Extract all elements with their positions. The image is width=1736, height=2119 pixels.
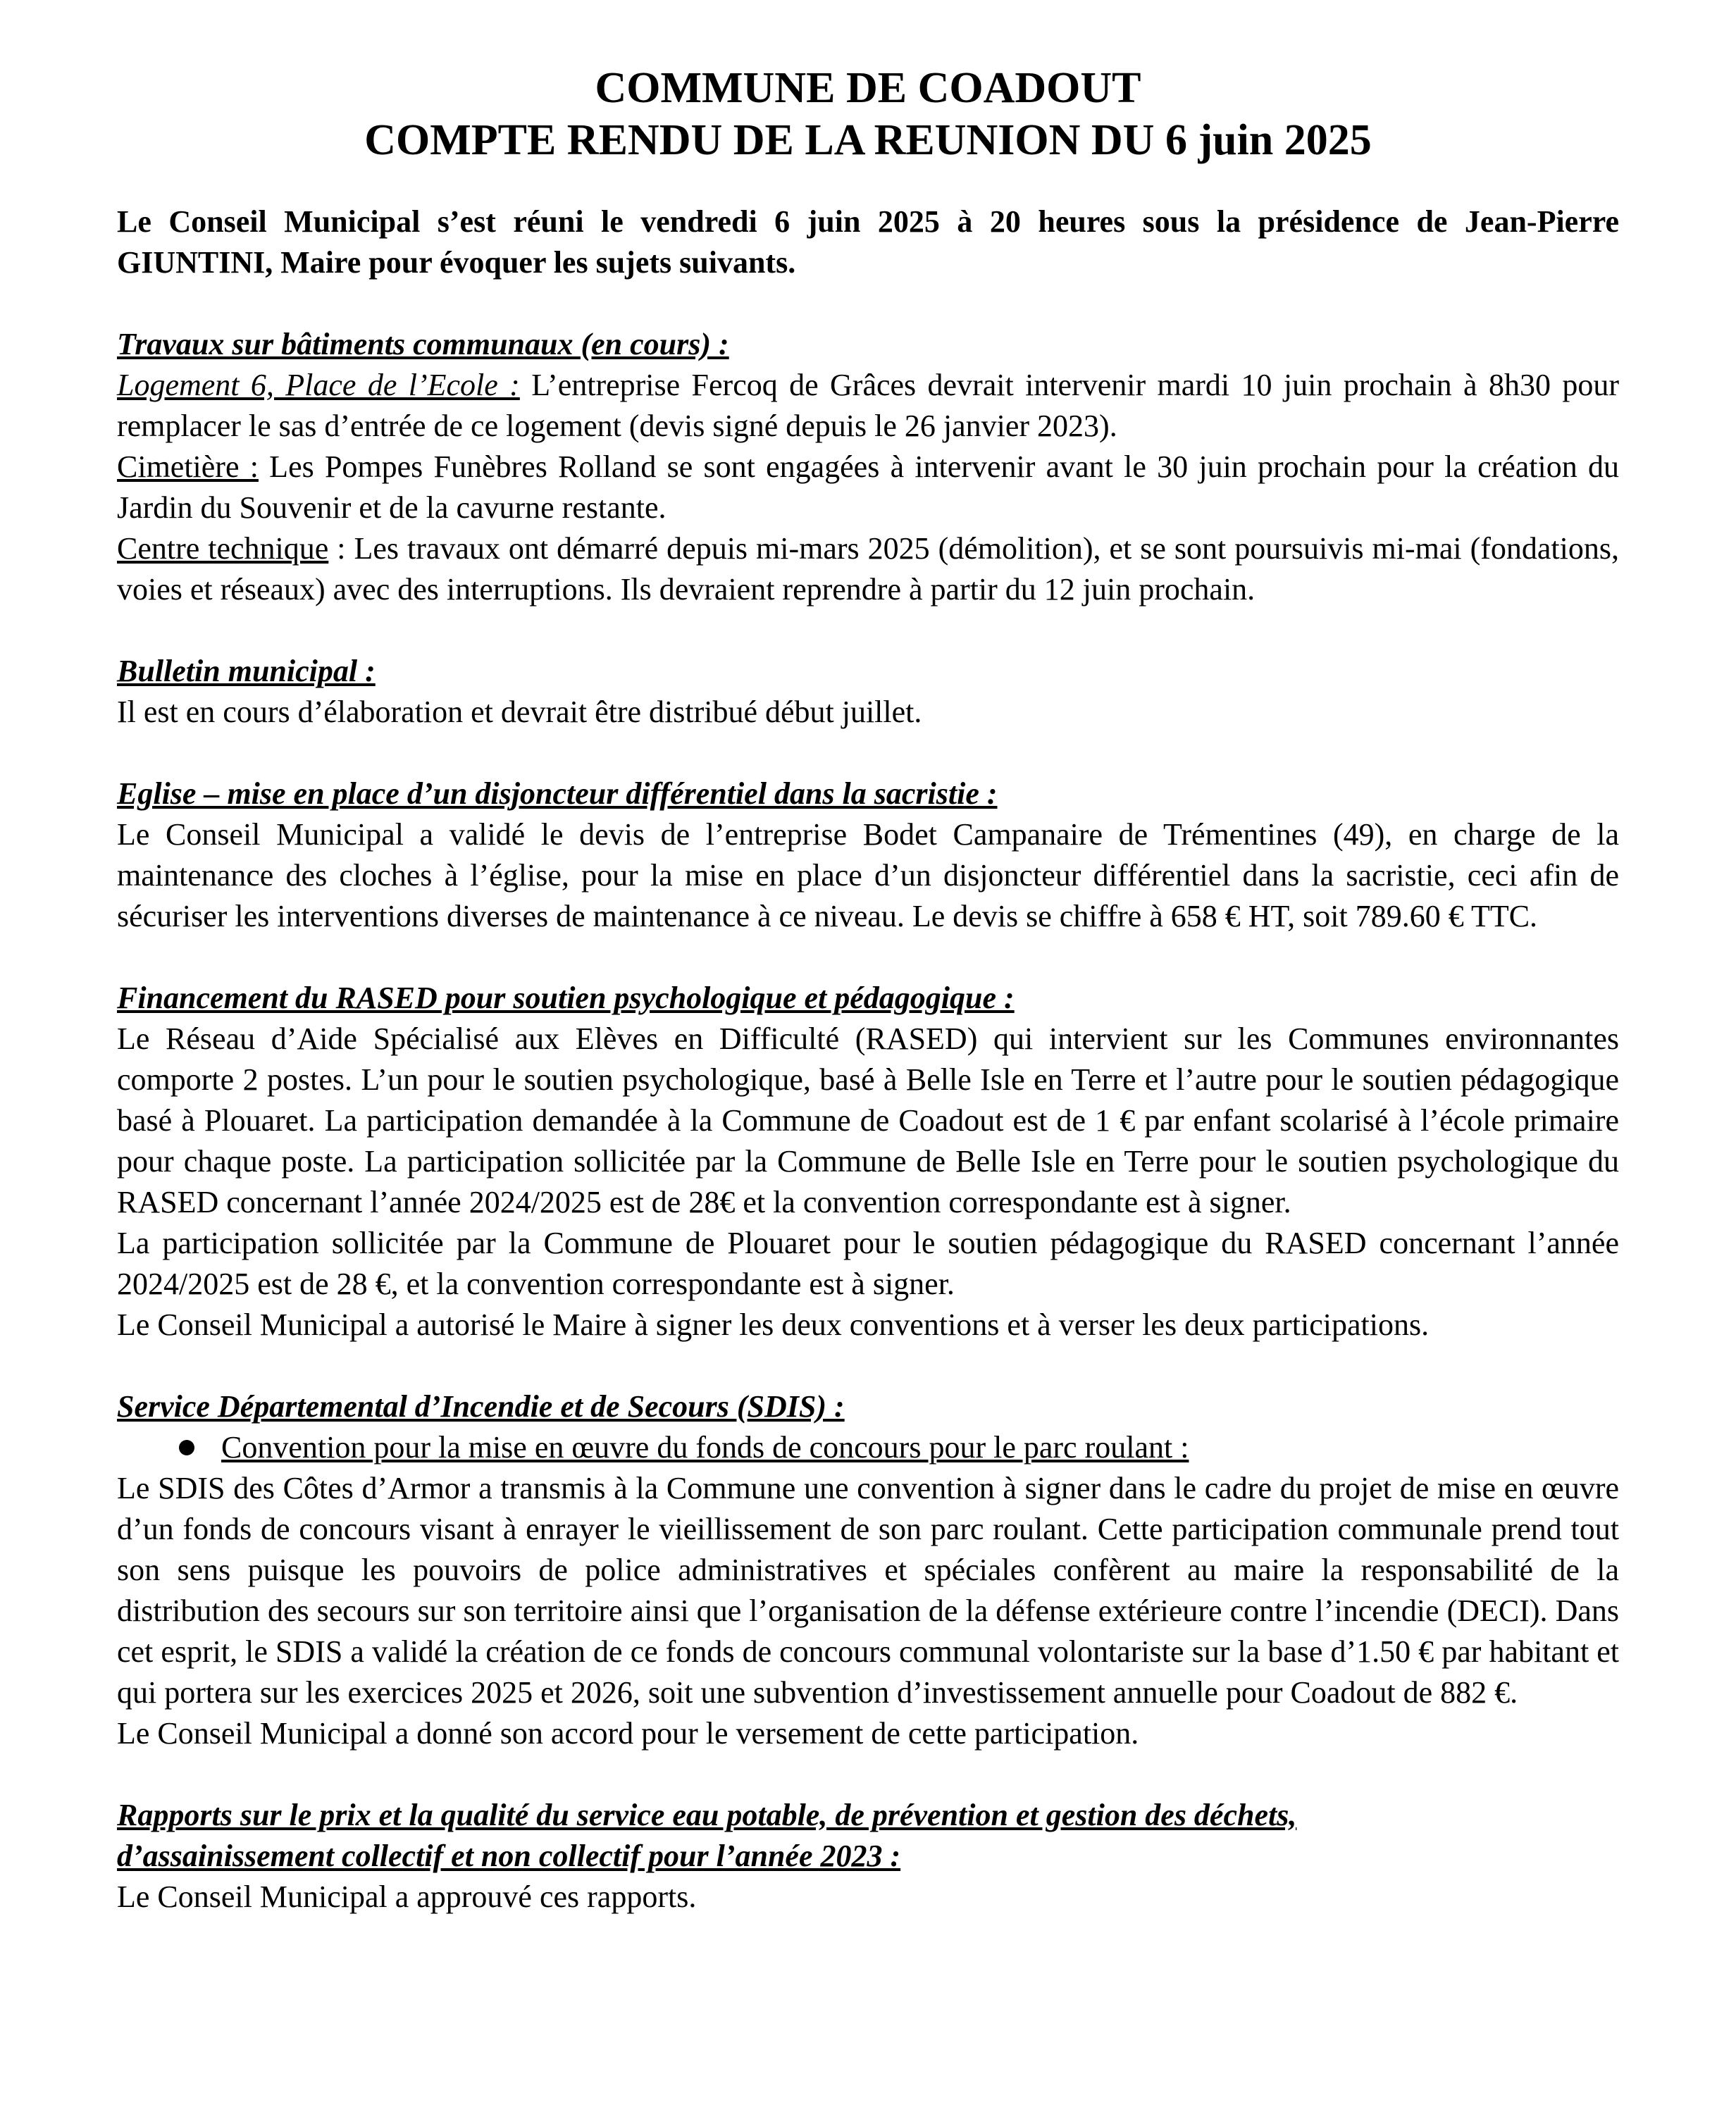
section-travaux	[117, 324, 1619, 610]
para-cimetiere	[117, 447, 1619, 528]
text-centre-technique: : Les travaux ont démarré depuis mi-mars 2025 (démolition), et se sont poursuivis mi-mai (fondations, voies et réseaux) avec des interruptions. Ils devraient reprendre à partir du 12 juin prochain.	[117, 531, 1619, 607]
para-rapports: Le Conseil Municipal a approuvé ces rapports.	[117, 1879, 697, 1914]
section-rased	[117, 978, 1619, 1346]
bullet-dot-icon	[179, 1440, 194, 1455]
para-rased-1: Le Réseau d’Aide Spécialisé aux Elèves en Difficulté (RASED) qui intervient sur les Communes environnantes comporte 2 postes. L’un pour le soutien psychologique, basé à Belle Isle en Terre et l’autre pour le soutien pédagogique basé à Plouaret. La participation demandée à la Commune de Coadout est de 1 € par enfant scolarisé à l’école primaire pour chaque poste. La participation sollicitée par la Commune de Belle Isle en Terre pour le soutien psychologique du RASED concernant l’année 2024/2025 est de 28€ et la convention correspondante est à signer.	[117, 1021, 1619, 1219]
para-eglise: Le Conseil Municipal a validé le devis de l’entreprise Bodet Campanaire de Trémentines (49), en charge de la maintenance des cloches à l’église, pour la mise en place d’un disjoncteur différentiel dans la sacristie, ceci afin de sécuriser les interventions diverses de maintenance à ce niveau. Le devis se chiffre à 658 € HT, soit 789.60 € TTC.	[117, 817, 1619, 933]
para-centre-technique	[117, 528, 1619, 610]
section-bulletin	[117, 651, 1619, 733]
text-cimetiere: Les Pompes Funèbres Rolland se sont engagées à intervenir avant le 30 juin prochain pour la création du Jardin du Souvenir et de la cavurne restante.	[117, 449, 1619, 525]
heading-eglise: Eglise – mise en place d’un disjoncteur différentiel dans la sacristie :	[117, 776, 998, 811]
label-centre-technique: Centre technique	[117, 531, 329, 566]
text-logement: L’entreprise Fercoq de Grâces devrait intervenir mardi 10 juin prochain à 8h30 pour remplacer le sas d’entrée de ce logement (devis signé depuis le 26 janvier 2023).	[117, 368, 1619, 443]
title-compte-rendu: COMPTE RENDU DE LA REUNION DU 6 juin 2025	[364, 116, 1372, 164]
section-eglise	[117, 773, 1619, 937]
heading-rapports-1: Rapports sur le prix et la qualité du service eau potable, de prévention et gestion des déchets,	[117, 1798, 1297, 1832]
bullet-item-convention	[117, 1427, 1619, 1468]
para-rased-3: Le Conseil Municipal a autorisé le Maire à signer les deux conventions et à verser les deux participations.	[117, 1307, 1430, 1342]
title-commune: COMMUNE DE COADOUT	[595, 64, 1141, 112]
heading-travaux: Travaux sur bâtiments communaux (en cours) :	[117, 327, 729, 361]
section-sdis	[117, 1386, 1619, 1754]
label-cimetiere: Cimetière :	[117, 449, 259, 484]
heading-rased: Financement du RASED pour soutien psychologique et pédagogique :	[117, 981, 1015, 1015]
label-logement: Logement 6, Place de l’Ecole :	[117, 368, 520, 402]
bullet-text-convention: Convention pour la mise en œuvre du fonds de concours pour le parc roulant :	[221, 1430, 1189, 1465]
para-bulletin: Il est en cours d’élaboration et devrait être distribué début juillet.	[117, 695, 922, 729]
document-title	[117, 62, 1619, 166]
para-logement	[117, 365, 1619, 447]
para-sdis-2: Le Conseil Municipal a donné son accord pour le versement de cette participation.	[117, 1716, 1139, 1751]
section-rapports	[117, 1795, 1619, 1918]
para-sdis-1: Le SDIS des Côtes d’Armor a transmis à la Commune une convention à signer dans le cadre du projet de mise en œuvre d’un fonds de concours visant à enrayer le vieillissement de son parc roulant. Cette participation communale prend tout son sens puisque les pouvoirs de police administratives et spéciales confèrent au maire la responsabilité de la distribution des secours sur son territoire ainsi que l’organisation de la défense extérieure contre l’incendie (DECI). Dans cet esprit, le SDIS a validé la création de ce fonds de concours communal volontariste sur la base d’1.50 € par habitant et qui portera sur les exercices 2025 et 2026, soit une subvention d’investissement annuelle pour Coadout de 882 €.	[117, 1471, 1619, 1710]
intro-paragraph: Le Conseil Municipal s’est réuni le vendredi 6 juin 2025 à 20 heures sous la présidence de Jean-Pierre GIUNTINI, Maire pour évoquer les sujets suivants.	[117, 204, 1619, 280]
heading-rapports-2: d’assainissement collectif et non collectif pour l’année 2023 :	[117, 1839, 901, 1873]
para-rased-2: La participation sollicitée par la Commune de Plouaret pour le soutien pédagogique du RASED concernant l’année 2024/2025 est de 28 €, et la convention correspondante est à signer.	[117, 1226, 1619, 1301]
heading-sdis: Service Départemental d’Incendie et de Secours (SDIS) :	[117, 1389, 845, 1424]
heading-bulletin: Bulletin municipal :	[117, 654, 376, 688]
